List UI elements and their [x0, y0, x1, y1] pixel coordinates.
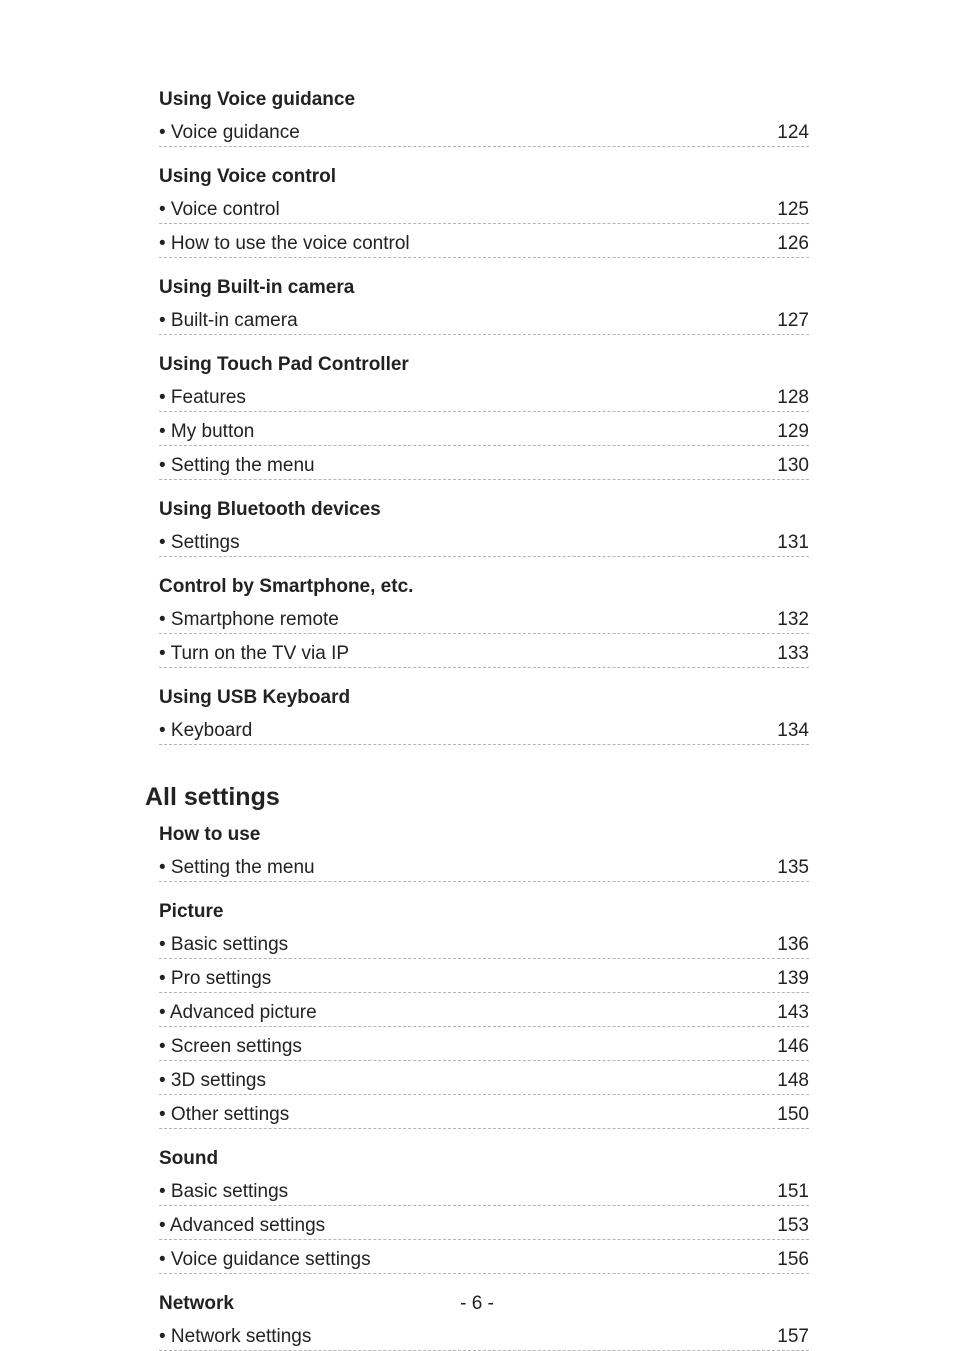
toc-entry[interactable] [159, 711, 809, 745]
toc-entry-label: • Basic settings [159, 1181, 289, 1202]
toc-entry-page: 124 [777, 122, 809, 143]
dotted-leader-line [159, 257, 775, 258]
toc-entry[interactable] [159, 1240, 809, 1274]
toc-group [159, 899, 809, 1129]
toc-group [159, 352, 809, 480]
toc-group-title: Using Touch Pad Controller [159, 354, 409, 375]
toc-entry[interactable] [159, 1317, 809, 1351]
dotted-leader-line [777, 146, 809, 147]
toc-entry-page: 133 [777, 643, 809, 664]
toc-entry-page: 131 [777, 532, 809, 553]
toc-group-title: Using Bluetooth devices [159, 499, 381, 520]
toc-entry[interactable] [159, 600, 809, 634]
toc-entry[interactable] [159, 1172, 809, 1206]
toc-group-title: Using USB Keyboard [159, 687, 351, 708]
dotted-leader-line [777, 744, 809, 745]
toc-entry[interactable] [159, 848, 809, 882]
toc-entry[interactable] [159, 446, 809, 480]
toc-entry-page: 148 [777, 1070, 809, 1091]
toc-entry-label: • Pro settings [159, 968, 272, 989]
toc-entry-label: • Built-in camera [159, 310, 298, 331]
toc-group-title: Using Built-in camera [159, 277, 355, 298]
toc-entry[interactable] [159, 925, 809, 959]
toc-entry-page: 139 [777, 968, 809, 989]
toc-entry[interactable] [159, 113, 809, 147]
toc-entry-label: • Screen settings [159, 1036, 302, 1057]
toc-entry-page: 156 [777, 1249, 809, 1270]
toc-group [159, 275, 809, 335]
toc-entry-page: 132 [777, 609, 809, 630]
toc-entry[interactable] [159, 959, 809, 993]
dotted-leader-line [159, 1128, 775, 1129]
dotted-leader-line [159, 881, 775, 882]
toc-group [159, 164, 809, 258]
toc-entry-label: • My button [159, 421, 255, 442]
toc-group-title: Sound [159, 1148, 219, 1169]
toc-entry-label: • Network settings [159, 1326, 312, 1347]
toc-entry-page: 151 [777, 1181, 809, 1202]
toc-entry-label: • Other settings [159, 1104, 290, 1125]
toc-entry-page: 153 [777, 1215, 809, 1236]
toc-entry-label: • Features [159, 387, 246, 408]
dotted-leader-line [159, 744, 775, 745]
toc-entry-label: • Turn on the TV via IP [159, 643, 350, 664]
toc-entry-label: • Voice guidance [159, 122, 300, 143]
toc-entry[interactable] [159, 190, 809, 224]
toc-group [159, 685, 809, 745]
toc-entry-page: 143 [777, 1002, 809, 1023]
toc-entry-label: • Keyboard [159, 720, 253, 741]
dotted-leader-line [777, 556, 809, 557]
toc-entry[interactable] [159, 1095, 809, 1129]
toc-entry[interactable] [159, 378, 809, 412]
toc-group [159, 87, 809, 147]
toc-entry-page: 146 [777, 1036, 809, 1057]
toc-entry[interactable] [159, 1206, 809, 1240]
toc-entry-label: • How to use the voice control [159, 233, 410, 254]
toc-entry[interactable] [159, 1027, 809, 1061]
toc-entry-page: 128 [777, 387, 809, 408]
toc-group [159, 822, 809, 882]
dotted-leader-line [159, 667, 775, 668]
dotted-leader-line [777, 881, 809, 882]
toc-entry-page: 135 [777, 857, 809, 878]
toc-group-title: How to use [159, 824, 261, 845]
toc-entry-label: • Smartphone remote [159, 609, 339, 630]
dotted-leader-line [777, 479, 809, 480]
toc-group [159, 497, 809, 557]
toc-entry-label: • Advanced picture [159, 1002, 317, 1023]
toc-entry-page: 157 [777, 1326, 809, 1347]
dotted-leader-line [159, 479, 775, 480]
toc-entry-page: 126 [777, 233, 809, 254]
dotted-leader-line [777, 334, 809, 335]
toc-entry-label: • Setting the menu [159, 857, 315, 878]
dotted-leader-line [159, 334, 775, 335]
toc-entry-page: 136 [777, 934, 809, 955]
toc-group-title: Picture [159, 901, 224, 922]
toc-entry-page: 127 [777, 310, 809, 331]
toc-entry-label: • Settings [159, 532, 240, 553]
toc-entry[interactable] [159, 224, 809, 258]
toc-entry-page: 150 [777, 1104, 809, 1125]
toc-entry-label: • Voice guidance settings [159, 1249, 371, 1270]
page-number: - 6 - [460, 1293, 494, 1314]
table-of-contents [145, 87, 809, 1351]
toc-entry-page: 130 [777, 455, 809, 476]
toc-group-title: Network [159, 1293, 234, 1314]
toc-entry[interactable] [159, 523, 809, 557]
toc-entry[interactable] [159, 301, 809, 335]
toc-entry[interactable] [159, 993, 809, 1027]
section-heading: All settings [145, 783, 280, 811]
toc-entry-page: 134 [777, 720, 809, 741]
dotted-leader-line [159, 1273, 775, 1274]
toc-group-title: Using Voice control [159, 166, 337, 187]
dotted-leader-line [159, 556, 775, 557]
toc-entry-page: 125 [777, 199, 809, 220]
toc-entry-label: • 3D settings [159, 1070, 266, 1091]
toc-entry-label: • Setting the menu [159, 455, 315, 476]
toc-entry-label: • Basic settings [159, 934, 289, 955]
toc-entry[interactable] [159, 1061, 809, 1095]
toc-entry-label: • Voice control [159, 199, 280, 220]
dotted-leader-line [777, 667, 809, 668]
toc-group-title: Using Voice guidance [159, 89, 356, 110]
toc-entry[interactable] [159, 412, 809, 446]
toc-group [159, 574, 809, 668]
dotted-leader-line [777, 257, 809, 258]
toc-entry-label: • Advanced settings [159, 1215, 326, 1236]
toc-entry-page: 129 [777, 421, 809, 442]
toc-entry[interactable] [159, 634, 809, 668]
dotted-leader-line [159, 146, 775, 147]
toc-group-title: Control by Smartphone, etc. [159, 576, 414, 597]
dotted-leader-line [777, 1273, 809, 1274]
toc-group [159, 1146, 809, 1274]
dotted-leader-line [777, 1128, 809, 1129]
